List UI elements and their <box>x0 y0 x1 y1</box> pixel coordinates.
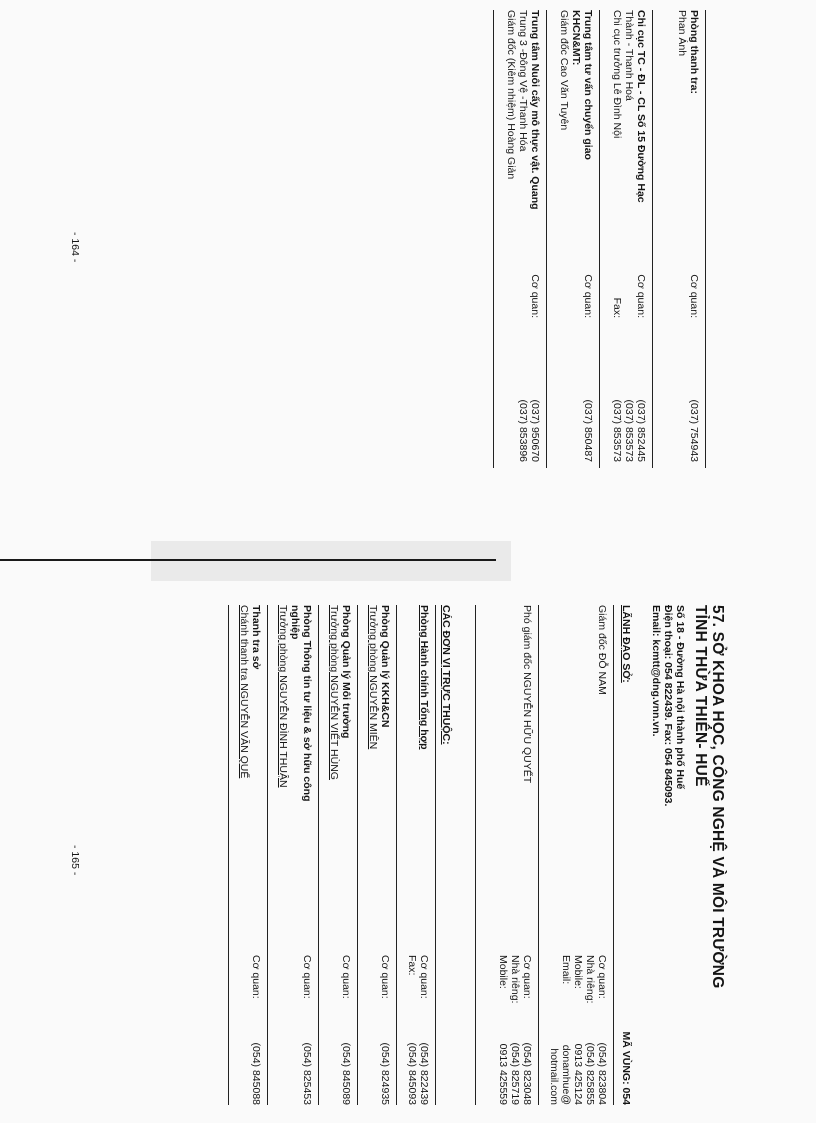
fold-shadow <box>151 541 511 581</box>
entry-line: Phòng Thông tin tư liệu & sở hữu công <box>301 605 313 802</box>
entry-line: Chánh thanh tra NGUYỄN VĂN QUẾ <box>238 605 250 779</box>
entry-line: Trưởng phòng NGUYỄN VIẾT HÙNG <box>328 605 340 780</box>
entry-line: Chi cục trưởng Lê Đình Nội <box>611 10 623 139</box>
entry-name <box>367 605 391 950</box>
entry-name <box>596 605 608 950</box>
contact-number: (054) 845089 <box>340 1042 352 1105</box>
contact-label: Mobile: <box>497 955 509 989</box>
contact-label: Cơ quan: <box>582 274 594 318</box>
contact-values <box>517 322 541 462</box>
table-row <box>476 605 538 1105</box>
contact-label: Mobile: <box>572 955 584 989</box>
book-fold <box>0 541 816 581</box>
contact-values <box>611 322 647 462</box>
entry-line: Phòng thanh tra: <box>688 10 700 94</box>
contact-label: Fax: <box>611 297 623 318</box>
units-top-rule <box>435 605 436 1105</box>
department-contact <box>650 605 686 1100</box>
table-row <box>397 605 435 1105</box>
contact-label: Cơ quan: <box>418 955 430 999</box>
phone-fax: Điện thoại: 054 822439. Fax: 054 845093. <box>662 605 674 807</box>
address: Số 18 - Đường Hà nội thành phố Huế <box>674 605 686 790</box>
entry-line: Phó giám đốc NGUYỄN HỮU QUYẾT <box>521 605 533 784</box>
contact-label: Cơ quan: <box>529 274 541 318</box>
contact-number: (054) 823048 <box>521 1042 533 1105</box>
contact-values <box>406 1015 430 1105</box>
entry-line: Phòng Quản lý KKH&CN <box>379 605 391 728</box>
contact-table-164 <box>493 10 706 468</box>
entry-name <box>418 605 430 950</box>
contact-values <box>340 1015 352 1105</box>
contact-label <box>623 248 635 318</box>
entry-line: Trung 3 -Đông Vệ -Thanh Hóa <box>517 10 529 152</box>
leaders-top-rule <box>613 605 614 1105</box>
entry-line: Phòng Quản lý Môi trường <box>340 605 352 739</box>
contact-values <box>688 322 700 462</box>
title-line-2: TỈNH THỪA THIÊN- HUẾ <box>692 605 709 787</box>
contact-labels <box>688 248 700 318</box>
area-code: MÃ VÙNG: 054 <box>620 1031 632 1105</box>
contact-number: (037) 853573 <box>611 399 623 462</box>
contact-labels <box>529 248 541 318</box>
entry-line: KHCN&MT: <box>570 10 582 66</box>
leadership-heading: LÃNH ĐẠO SỞ: <box>620 605 632 683</box>
contact-label: Cơ quan: <box>250 955 262 999</box>
contact-number: (054) 824935 <box>379 1042 391 1105</box>
page-165 <box>0 583 816 1123</box>
contact-label: Cơ quan: <box>301 955 313 999</box>
page-164 <box>0 0 816 540</box>
entry-line: Thành - Thanh Hoá <box>623 10 635 101</box>
contact-number: (054) 845088 <box>250 1042 262 1105</box>
title-line-1: 57. SỞ KHOA HỌC, CÔNG NGHỆ VÀ MÔI TRƯỜNG <box>709 605 726 989</box>
contact-label: Email: <box>560 955 572 985</box>
contact-values <box>250 1015 262 1105</box>
table-row <box>229 605 267 1105</box>
table-row <box>600 10 652 468</box>
entry-name <box>521 605 533 950</box>
contact-number: (054) 825855 <box>584 1042 596 1105</box>
table-top-rule <box>705 10 706 468</box>
entry-line: Trưởng phòng NGUYỄN ĐÌNH THUẬN <box>277 605 289 788</box>
contact-label: Cơ quan: <box>596 955 608 999</box>
contact-number: (037) 853896 <box>517 399 529 462</box>
table-row <box>268 605 318 1105</box>
table-row <box>494 10 546 468</box>
contact-number: 0913 425559 <box>497 1043 509 1105</box>
contact-number: (054) 825719 <box>509 1042 521 1105</box>
entry-line: Trung tâm tư vấn chuyển giao <box>582 10 594 160</box>
contact-label: Cơ quan: <box>635 274 647 318</box>
contact-number: (054) 825453 <box>301 1042 313 1105</box>
entry-line: Trung tâm Nuôi cấy mô thực vật. Quang <box>529 10 541 210</box>
contact-number: 0913 425124 <box>572 1043 584 1105</box>
entry-line: Giám đốc ĐỖ NAM <box>596 605 608 695</box>
department-title <box>692 605 726 1100</box>
entry-line: Trưởng phòng NGUYỄN MIÊN <box>367 605 379 750</box>
contact-number: (054) 822439 <box>418 1042 430 1105</box>
contact-number: (037) 754943 <box>688 399 700 462</box>
contact-values <box>301 1015 313 1105</box>
contact-number: hotmail.com <box>548 1048 560 1105</box>
table-row <box>358 605 396 1105</box>
units-table <box>228 605 436 1105</box>
contact-number: (054) 845093 <box>406 1042 418 1105</box>
contact-number: (037) 853573 <box>623 399 635 462</box>
entry-line: Phan Ánh <box>676 10 688 57</box>
units-heading-row <box>440 605 452 1105</box>
contact-number: (037) 950670 <box>529 399 541 462</box>
entry-line: nghiệp <box>289 605 301 640</box>
leadership-heading-row <box>620 605 632 1105</box>
email: Email: kcmtt@dng.vnn.vn. <box>650 605 662 737</box>
entry-line: Chi cục TC - ĐL - CL Số 15 Đường Hạc <box>635 10 647 203</box>
contact-values <box>548 1015 608 1105</box>
page-number-164: - 164 - <box>69 232 81 263</box>
entry-line: Giám đốc (Kiêm nhiệm) Hoàng Giản <box>505 10 517 180</box>
entry-line: Thanh tra sở <box>250 605 262 670</box>
contact-values <box>497 1015 533 1105</box>
contact-values <box>379 1015 391 1105</box>
units-heading: CÁC ĐƠN VỊ TRỰC THUỘC: <box>440 605 452 745</box>
table-row <box>319 605 357 1105</box>
contact-number: (054) 823804 <box>596 1042 608 1105</box>
entry-name <box>277 605 313 950</box>
contact-number: (037) 852445 <box>635 399 647 462</box>
table-row <box>539 605 613 1105</box>
page-number-165: - 165 - <box>69 845 81 876</box>
entry-line: Phòng Hành chính Tổng hợp <box>418 605 430 750</box>
leadership-table <box>475 605 614 1105</box>
contact-number: donamhue@ <box>560 1044 572 1105</box>
contact-label: Cơ quan: <box>340 955 352 999</box>
table-row <box>547 10 599 468</box>
contact-number: (037) 850487 <box>582 399 594 462</box>
contact-values <box>582 322 594 462</box>
fold-line <box>0 559 496 561</box>
contact-label: Cơ quan: <box>521 955 533 999</box>
entry-line: Giám đốc Cao Văn Tuyên <box>558 10 570 131</box>
contact-label: Cơ quan: <box>688 274 700 318</box>
contact-labels <box>611 248 647 318</box>
contact-label: Nhà riêng: <box>509 955 521 1004</box>
contact-label: Nhà riêng: <box>584 955 596 1004</box>
contact-label: Fax: <box>406 955 418 976</box>
entry-name <box>328 605 352 950</box>
contact-labels <box>582 248 594 318</box>
table-row <box>653 10 705 468</box>
contact-label: Cơ quan: <box>379 955 391 999</box>
entry-name <box>238 605 262 950</box>
